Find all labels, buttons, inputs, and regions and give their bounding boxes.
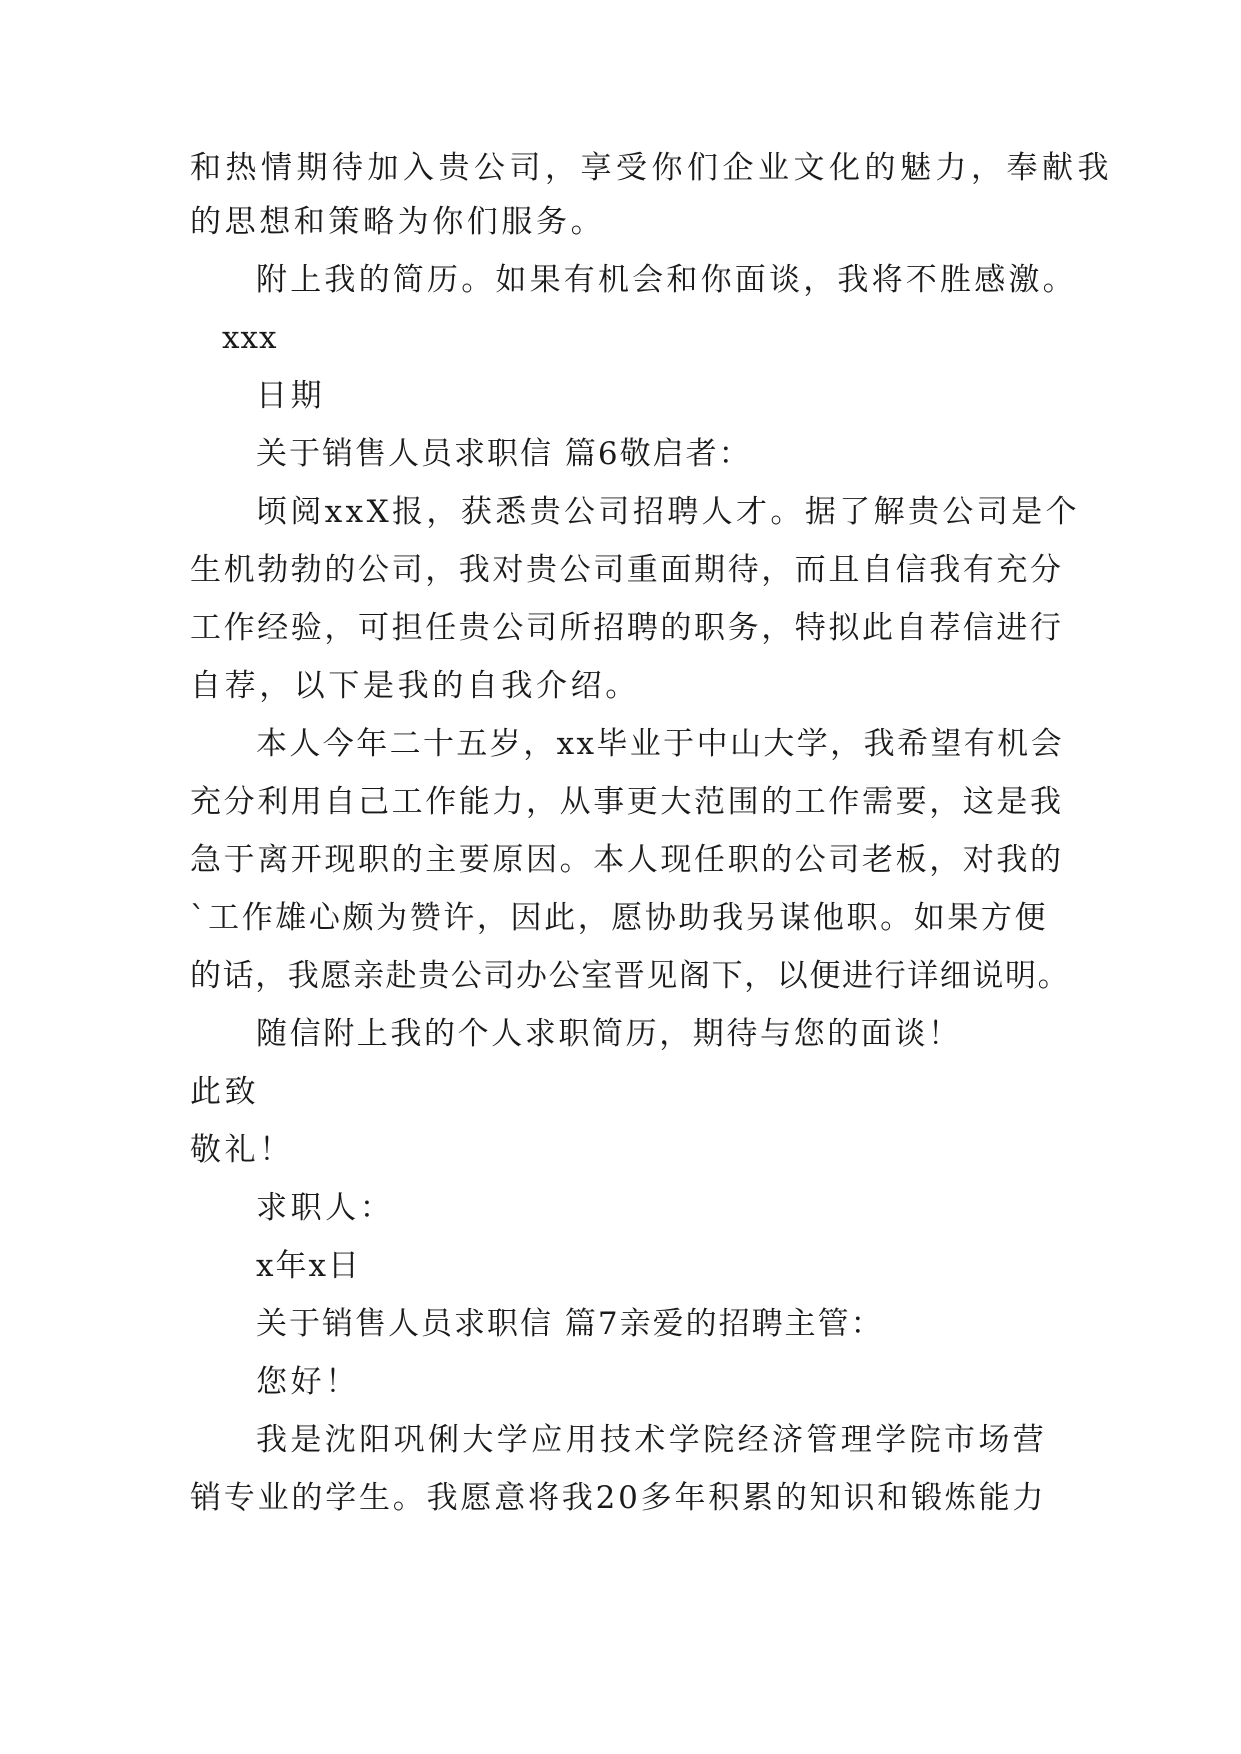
text-line: 的思想和策略为你们服务。 [190, 204, 606, 240]
date-line: x年x日 [256, 1248, 361, 1284]
text-line: 自荐，以下是我的自我介绍。 [190, 668, 640, 704]
text-line: 日期 [256, 378, 326, 414]
text-line: 的话，我愿亲赴贵公司办公室晋见阁下，以便进行详细说明。 [190, 958, 1071, 994]
text-line: 销专业的学生。我愿意将我20多年积累的知识和锻炼能力 [190, 1480, 1047, 1516]
section-heading: 关于销售人员求职信 篇7亲爱的招聘主管： [256, 1306, 884, 1342]
text-line: 顷阅xxX报，获悉贵公司招聘人才。据了解贵公司是个 [256, 494, 1081, 530]
text-line: 工作经验，可担任贵公司所招聘的职务，特拟此自荐信进行 [190, 610, 1064, 646]
text-line: 和热情期待加入贵公司，享受你们企业文化的魅力，奉献我 [190, 150, 1113, 186]
section-heading: 关于销售人员求职信 篇6敬启者： [256, 436, 752, 472]
signature-label: 求职人： [256, 1190, 395, 1226]
text-line: 充分利用自己工作能力，从事更大范围的工作需要，这是我 [190, 784, 1064, 820]
closing-salutation: 敬礼！ [190, 1132, 294, 1168]
text-line: 附上我的简历。如果有机会和你面谈，我将不胜感激。 [256, 262, 1077, 298]
closing-salutation: 此致 [190, 1074, 260, 1110]
text-line: 急于离开现职的主要原因。本人现任职的公司老板，对我的 [190, 842, 1064, 878]
text-line: 生机勃勃的公司，我对贵公司重面期待，而且自信我有充分 [190, 552, 1064, 588]
text-line: 我是沈阳巩俐大学应用技术学院经济管理学院市场营 [256, 1422, 1048, 1458]
text-line: 本人今年二十五岁，xx毕业于中山大学，我希望有机会 [256, 726, 1064, 762]
text-line: 随信附上我的个人求职简历，期待与您的面谈！ [256, 1016, 962, 1052]
greeting-line: 您好！ [256, 1364, 360, 1400]
text-line: `工作雄心颇为赞许，因此，愿协助我另谋他职。如果方便 [190, 900, 1049, 936]
text-line: xxx [222, 320, 278, 356]
